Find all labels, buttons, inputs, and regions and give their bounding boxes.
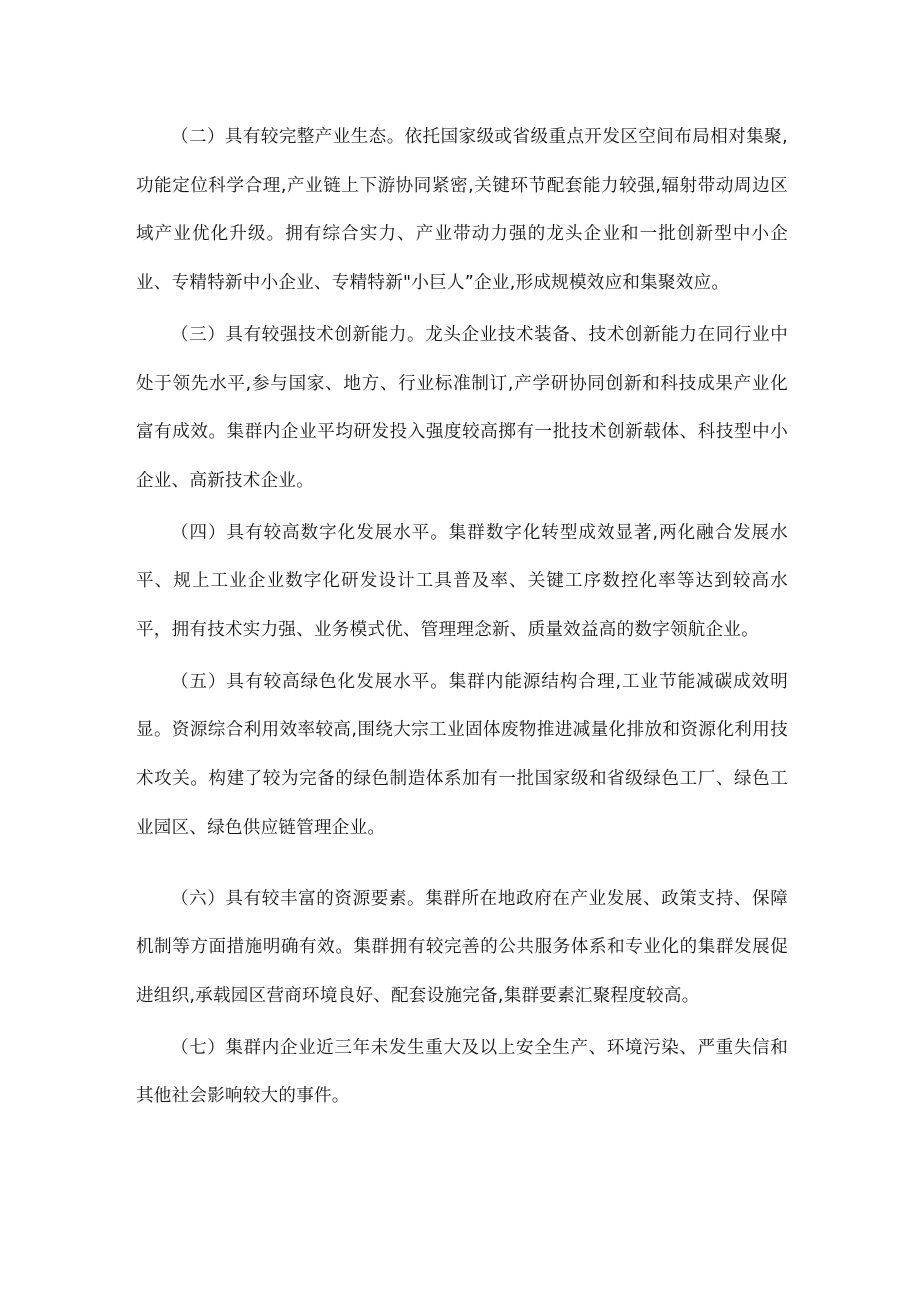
paragraph-safety-record: （七）集群内企业近三年未发生重大及以上安全生产、环境污染、严重失信和其他社会影响较大的事件。 bbox=[136, 1037, 788, 1107]
paragraph-green-development: （五）具有较高绿色化发展水平。集群内能源结构合理,工业节能减碳成效明显。资源综合利用效率较高,围绕大宗工业固体废物推进减量化排放和资源化利用技术攻关。构建了较为完备的绿色制造体系加有一批国家级和省级绿色工厂、绿色工业园区、绿色供应链管理企业。 bbox=[136, 671, 788, 838]
document-body bbox=[136, 113, 788, 1121]
paragraph-innovation-capability: （三）具有较强技术创新能力。龙头企业技术装备、技术创新能力在同行业中处于领先水平,参与国家、地方、行业标准制订,产学研协同创新和科技成果产业化富有成效。集群内企业平均研发投入强度较高掷有一批技术创新载体、科技型中小企业、高新技术企业。 bbox=[136, 324, 788, 491]
paragraph-resource-elements: （六）具有较丰富的资源要素。集群所在地政府在产业发展、政策支持、保障机制等方面措施明确有效。集群拥有较完善的公共服务体系和专业化的集群发展促进组织,承载园区营商环境良好、配套设施完备,集群要素汇聚程度较高。 bbox=[136, 888, 788, 1006]
paragraph-industry-ecology: （二）具有较完整产业生态。依托国家级或省级重点开发区空间布局相对集聚,功能定位科学合理,产业链上下游协同紧密,关键环节配套能力较强,辐射带动周边区域产业优化升级。拥有综合实力、产业带动力强的龙头企业和一批创新型中小企业、专精特新中小企业、专精特新"小巨人”企业,形成规模效应和集聚效应。 bbox=[136, 127, 788, 294]
paragraph-digitalization: （四）具有较高数字化发展水平。集群数字化转型成效显著,两化融合发展水平、规上工业企业数字化研发设计工具普及率、关键工序数控化率等达到较高水平，拥有技术实力强、业务模式优、管理理念新、质量效益高的数字领航企业。 bbox=[136, 522, 788, 641]
